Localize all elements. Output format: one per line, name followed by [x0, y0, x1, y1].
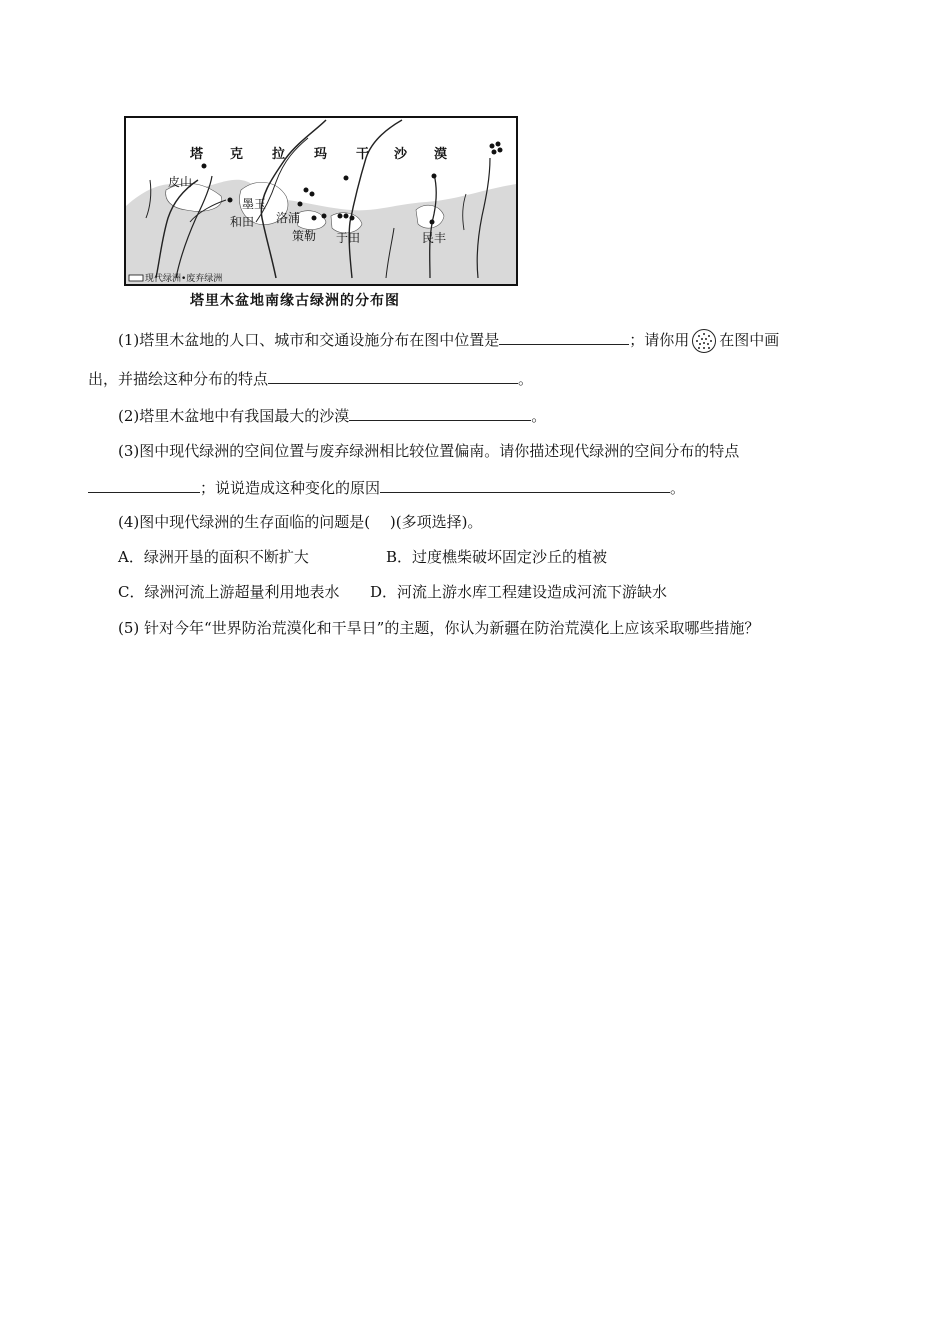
desert-char: 沙: [394, 147, 408, 162]
abandoned-oasis-dot: [344, 176, 349, 181]
oasis-map: [124, 116, 518, 286]
answer-blank[interactable]: [499, 328, 629, 345]
question-3-line-2: [0, 476, 950, 499]
question-3-text-2: ；说说造成这种变化的原因: [200, 479, 381, 497]
abandoned-oasis-dot: [298, 202, 303, 207]
question-4-text: (4)图中现代绿洲的生存面临的问题是( )(多项选择)。: [118, 513, 483, 531]
abandoned-oasis-dot: [228, 198, 233, 203]
answer-blank[interactable]: [268, 367, 518, 384]
abandoned-oasis-dot: [310, 192, 315, 197]
option-b[interactable]: B．过度樵柴破坏固定沙丘的植被: [386, 548, 608, 566]
question-4-options-row-2: [0, 581, 950, 603]
question-4-line: [0, 511, 950, 533]
abandoned-oasis-dot: [498, 148, 503, 153]
place-label-hetian: 和田: [230, 215, 255, 229]
legend-swatch: [129, 275, 143, 281]
abandoned-oasis-dot: [202, 164, 207, 169]
desert-char: 拉: [272, 147, 286, 162]
map-legend: 现代绿洲•废弃绿洲: [145, 274, 223, 284]
question-2-text: (2)塔里木盆地中有我国最大的沙漠: [118, 407, 350, 425]
question-1-text: (1)塔里木盆地的人口、城市和交通设施分布在图中位置是: [118, 331, 500, 349]
option-c[interactable]: C．绿洲河流上游超量利用地表水: [118, 583, 340, 601]
question-1-line-1: [0, 328, 950, 354]
place-label-luopu: 洛浦: [276, 211, 301, 225]
question-3-end: 。: [670, 479, 686, 497]
question-2-end: 。: [531, 407, 547, 425]
answer-blank[interactable]: [88, 476, 200, 493]
desert-char: 玛: [314, 147, 328, 162]
abandoned-oasis-dot: [344, 214, 349, 219]
question-1-end: 。: [518, 370, 534, 388]
abandoned-oasis-dot: [492, 150, 497, 155]
desert-char: 塔: [190, 147, 204, 162]
abandoned-oasis-dot: [304, 188, 309, 193]
place-label-cele: 策勒: [292, 229, 317, 243]
oasis-map-drawing: [126, 118, 516, 284]
question-1-text-4: 出，并描绘这种分布的特点: [88, 370, 269, 388]
question-2-line: [0, 404, 950, 427]
question-5-line: [0, 617, 950, 639]
question-5-text: (5) 针对今年“世界防治荒漠化和干旱日”的主题，你认为新疆在防治荒漠化上应该采取哪些措施？: [118, 619, 760, 637]
abandoned-oasis-dot: [432, 174, 437, 179]
question-4-options-row-1: [0, 546, 950, 568]
abandoned-oasis-dot: [338, 214, 343, 219]
question-3-text: (3)图中现代绿洲的空间位置与废弃绿洲相比较位置偏南。请你描述现代绿洲的空间分布的特点: [118, 442, 740, 460]
place-label-yutian: 于田: [336, 231, 361, 245]
dotted-pattern-icon: [691, 328, 717, 354]
answer-blank[interactable]: [380, 476, 670, 493]
place-label-moyu: 墨玉: [242, 197, 267, 211]
option-d[interactable]: D．河流上游水库工程建设造成河流下游缺水: [370, 583, 668, 601]
question-1-text-3: 在图中画: [719, 331, 780, 349]
abandoned-oasis-dot: [496, 142, 501, 147]
option-a[interactable]: A．绿洲开垦的面积不断扩大: [118, 548, 309, 566]
question-3-line-1: [0, 440, 950, 462]
desert-char: 漠: [434, 147, 448, 162]
place-label-pishan: 皮山: [168, 175, 193, 189]
desert-char: 干: [356, 147, 370, 162]
answer-blank[interactable]: [349, 404, 531, 421]
question-1-line-2: [0, 367, 950, 390]
map-caption: 塔里木盆地南缘古绿洲的分布图: [190, 293, 400, 309]
abandoned-oasis-dot: [312, 216, 317, 221]
abandoned-oasis-dot: [490, 144, 495, 149]
abandoned-oasis-dot: [430, 220, 435, 225]
abandoned-oasis-dot: [322, 214, 327, 219]
question-1-text-2: ；请你用: [629, 331, 690, 349]
desert-char: 克: [230, 147, 244, 162]
abandoned-oasis-dot: [350, 216, 355, 221]
place-label-minfeng: 民丰: [422, 231, 447, 245]
